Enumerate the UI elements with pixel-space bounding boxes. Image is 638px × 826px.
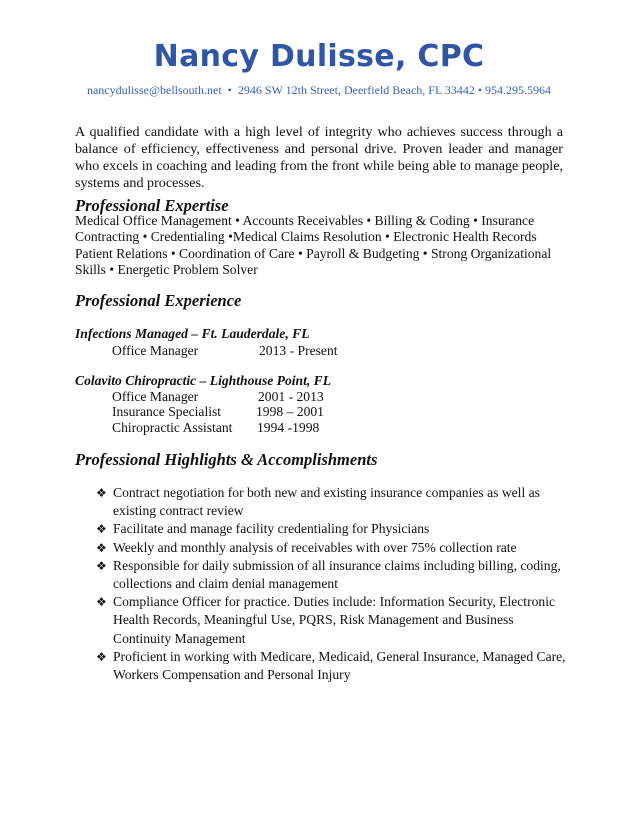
address-text: 2946 SW 12th Street, Deerfield Beach, FL 33442 [237, 83, 475, 97]
contact-separator: • [477, 83, 483, 97]
expertise-list: Medical Office Management • Accounts Receivables • Billing & Coding • Insurance Contracting • Credentialing •Medical Claims Resolution • Electronic Health Records Patient Relations • Coordination of Care • Payroll & Budgeting • Strong Organizational Skills • Energetic Problem Solver [75, 213, 552, 277]
contact-separator: • [227, 83, 232, 97]
role-row [112, 343, 338, 359]
diamond-bullet-icon: ❖ [96, 522, 107, 537]
role-title: Office Manager [112, 343, 199, 358]
employer-name: Colavito Chiropractic – Lighthouse Point, FL [75, 373, 332, 388]
diamond-bullet-icon: ❖ [96, 486, 107, 500]
diamond-bullet-icon: ❖ [96, 558, 107, 573]
summary-paragraph: A qualified candidate with a high level of integrity who achieves success through a balance of efficiency, effectiveness and personal drive. Proven leader and manager who excels in coaching and leading from the front while being able to manage people, systems and processes. [75, 124, 563, 191]
list-item [96, 593, 566, 648]
highlight-text: Facilitate and manage facility credentialing for Physicians [113, 521, 430, 537]
diamond-bullet-icon: ❖ [96, 595, 107, 610]
role-row [112, 389, 324, 405]
experience-heading: Professional Experience [75, 291, 242, 310]
candidate-name: Nancy Dulisse, CPC [153, 39, 485, 74]
email-link[interactable]: nancydulisse@bellsouth.net [86, 83, 222, 97]
list-item [96, 484, 566, 520]
highlight-text: Weekly and monthly analysis of receivables with over 75% collection rate [113, 539, 517, 555]
diamond-bullet-icon: ❖ [96, 649, 107, 664]
contact-line [0, 83, 638, 98]
role-row [112, 404, 324, 420]
role-dates: 2001 - 2013 [258, 389, 324, 404]
role-title: Chiropractic Assistant [112, 420, 233, 435]
role-dates: 1994 -1998 [257, 420, 320, 435]
role-dates: 2013 - Present [259, 343, 338, 358]
highlight-text: Contract negotiation for both new and existing insurance companies as well as existing contract review [113, 485, 540, 519]
list-item [96, 539, 566, 557]
list-item [96, 520, 566, 538]
role-row [112, 420, 320, 436]
employer-name: Infections Managed – Ft. Lauderdale, FL [75, 326, 310, 341]
list-item [96, 557, 566, 593]
list-item [96, 648, 566, 684]
expertise-heading: Professional Expertise [75, 196, 229, 215]
highlight-text: Proficient in working with Medicare, Medicaid, General Insurance, Managed Care, Workers Compensation and Personal Injury [113, 648, 566, 683]
highlights-heading: Professional Highlights & Accomplishments [75, 450, 378, 469]
highlight-text: Compliance Officer for practice. Duties include: Information Security, Electronic Health Records, Meaningful Use, PQRS, Risk Management and Business Continuity Management [113, 594, 556, 646]
diamond-bullet-icon: ❖ [96, 540, 107, 555]
highlight-text: Responsible for daily submission of all insurance claims including billing, coding, collections and claim denial management [113, 557, 561, 592]
phone-text: 954.295.5964 [485, 83, 552, 97]
role-title: Insurance Specialist [112, 404, 222, 419]
role-dates: 1998 – 2001 [256, 404, 324, 419]
role-title: Office Manager [112, 389, 199, 404]
highlights-list [96, 484, 566, 684]
